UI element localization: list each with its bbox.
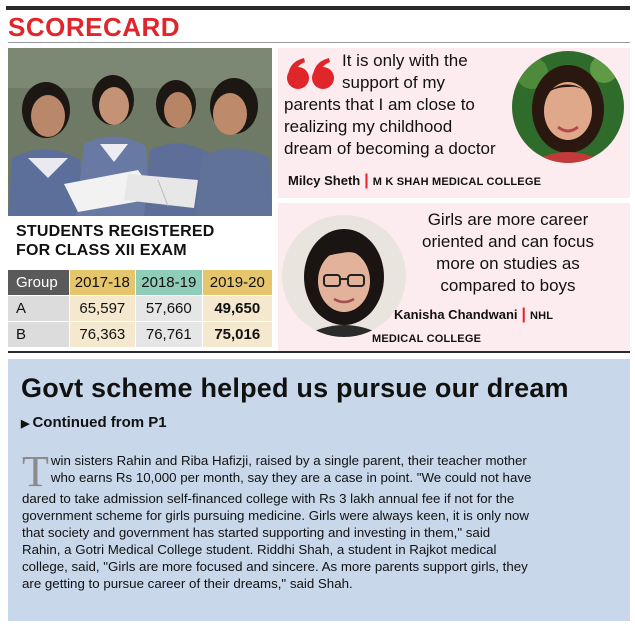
quote-line: more on studies as: [436, 254, 580, 273]
body-line: that society and government has started supporting and investing in them," said: [22, 525, 491, 540]
body-line: win sisters Rahin and Riba Hafizji, raised by a single parent, their teacher mother: [50, 453, 527, 468]
registration-table: [8, 270, 272, 347]
quote-panel-milcy: [278, 48, 630, 198]
title-rule: [8, 42, 630, 43]
speaker-college: M K SHAH MEDICAL COLLEGE: [372, 176, 542, 188]
speaker-name: Kanisha Chandwani: [394, 307, 518, 322]
row-group: A: [8, 296, 70, 321]
play-triangle-icon: ▶: [21, 418, 30, 430]
body-line: who earns Rs 10,000 per month, say they are a case in point. "We could not have: [50, 470, 532, 485]
body-line: college, said, "Girls are more focused and sincere. As more parents support girls, they: [22, 559, 528, 574]
quote-line: compared to boys: [440, 276, 576, 295]
body-line: Rahin, a Gotri Medical College student. Riddhi Shah, a student in Rajkot medical: [22, 542, 497, 557]
avatar-milcy-sheth: [512, 51, 624, 163]
article-headline: Govt scheme helped us pursue our dream: [21, 373, 569, 403]
quote-attribution: [288, 172, 541, 190]
attribution-divider: |: [364, 172, 369, 189]
quote-line: oriented and can focus: [421, 232, 594, 251]
section-title: SCORECARD: [8, 12, 181, 42]
quote-panel-kanisha: [278, 203, 630, 351]
row-cell: 57,660: [136, 296, 202, 321]
students-photo: [8, 48, 272, 216]
quote-line: realizing my childhood: [284, 117, 453, 136]
quote-line: dream of becoming a doctor: [284, 139, 496, 158]
body-line: dared to take admission self-financed college with Rs 3 lakh annual fee if not for the: [22, 491, 515, 506]
table-row: [8, 321, 272, 347]
quote-text: [284, 50, 516, 160]
row-cell: 65,597: [70, 296, 136, 321]
quote-line: parents that I am close to: [284, 95, 475, 114]
quote-line: It is only with the: [342, 51, 468, 70]
quote-text: [398, 209, 618, 297]
table-title-line1: STUDENTS REGISTERED: [16, 223, 215, 240]
row-cell: 49,650: [203, 296, 272, 321]
body-line: government scheme for girls pursuing medicine. Girls were always keen, it is only now: [22, 508, 529, 523]
quote-attribution: [394, 306, 553, 324]
speaker-name: Milcy Sheth: [288, 173, 361, 188]
article: [8, 359, 630, 621]
continued-text: Continued from P1: [32, 414, 167, 431]
speaker-college-part1: NHL: [530, 310, 554, 322]
table-title: [16, 222, 215, 260]
article-body: [22, 447, 622, 592]
drop-cap: T: [22, 447, 49, 496]
speaker-college-part2: MEDICAL COLLEGE: [372, 333, 482, 345]
table-title-line2: FOR CLASS XII EXAM: [16, 242, 187, 259]
header-2017-18: 2017-18: [70, 270, 136, 295]
table-header-row: [8, 270, 272, 295]
quote-line: support of my: [342, 73, 445, 92]
header-2019-20: 2019-20: [203, 270, 272, 295]
row-cell: 76,761: [136, 322, 202, 347]
row-cell: 76,363: [70, 322, 136, 347]
row-cell: 75,016: [203, 322, 272, 347]
section-divider: [8, 351, 630, 353]
quote-line: Girls are more career: [427, 210, 589, 229]
body-line: are getting to pursue career of their dreams," said Shah.: [22, 576, 353, 591]
top-rule: [6, 6, 630, 10]
header-2018-19: 2018-19: [136, 270, 202, 295]
row-group: B: [8, 322, 70, 347]
quote-attribution-line2: [372, 329, 481, 347]
continued-from-label: [21, 414, 167, 431]
table-row: [8, 295, 272, 321]
header-group: Group: [8, 270, 70, 295]
attribution-divider: |: [521, 306, 527, 323]
avatar-kanisha-chandwani: [282, 215, 406, 337]
